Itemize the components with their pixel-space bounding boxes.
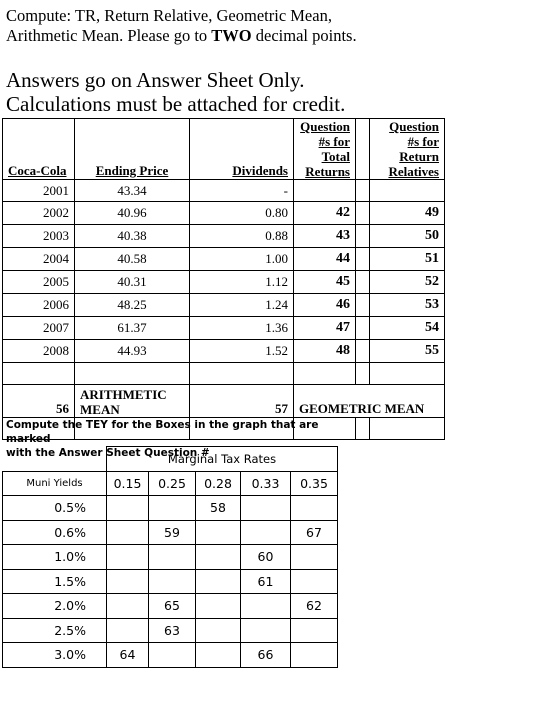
tey-cell: 66 bbox=[241, 643, 291, 668]
blank-cell bbox=[3, 363, 75, 385]
header-question-return-relatives bbox=[370, 119, 445, 180]
blank-cell bbox=[3, 447, 107, 472]
answer-notes bbox=[6, 68, 345, 116]
dividend-cell: 1.52 bbox=[190, 340, 294, 363]
year-cell: 2007 bbox=[3, 317, 75, 340]
header-ending-price: Ending Price bbox=[75, 119, 190, 180]
rr-question-cell: 51 bbox=[370, 248, 445, 271]
rr-question-cell bbox=[370, 180, 445, 202]
spacer-cell bbox=[356, 202, 370, 225]
tey-cell: 65 bbox=[149, 594, 196, 619]
rate-header: 0.15 bbox=[107, 471, 149, 496]
tey-cell bbox=[291, 618, 338, 643]
header-question-total-returns bbox=[294, 119, 356, 180]
tey-cell bbox=[107, 569, 149, 594]
hdr-rr-3: Return bbox=[399, 149, 439, 164]
rate-header: 0.25 bbox=[149, 471, 196, 496]
year-cell: 2006 bbox=[3, 294, 75, 317]
tey-row bbox=[3, 618, 338, 643]
tey-title-line-1: Compute the TEY for the Boxes in the graph that are marked bbox=[6, 419, 319, 445]
dividend-cell: 1.00 bbox=[190, 248, 294, 271]
am-label-line-2: MEAN bbox=[80, 402, 120, 417]
tr-question-cell: 45 bbox=[294, 271, 356, 294]
tey-cell bbox=[241, 594, 291, 619]
header-dividends: Dividends bbox=[190, 119, 294, 180]
dividend-cell: 1.36 bbox=[190, 317, 294, 340]
year-cell: 2002 bbox=[3, 202, 75, 225]
tey-cell bbox=[291, 496, 338, 521]
price-cell: 44.93 bbox=[75, 340, 190, 363]
tey-cell: 67 bbox=[291, 520, 338, 545]
header-company: Coca-Cola bbox=[3, 119, 75, 180]
tr-question-cell: 43 bbox=[294, 225, 356, 248]
instructions-text-end: decimal points. bbox=[251, 26, 357, 45]
table-row bbox=[3, 225, 445, 248]
year-cell: 2004 bbox=[3, 248, 75, 271]
price-cell: 40.96 bbox=[75, 202, 190, 225]
tey-cell: 62 bbox=[291, 594, 338, 619]
rr-question-cell: 55 bbox=[370, 340, 445, 363]
price-cell: 40.58 bbox=[75, 248, 190, 271]
blank-cell bbox=[294, 363, 356, 385]
tey-cell bbox=[241, 618, 291, 643]
table-row bbox=[3, 271, 445, 294]
year-cell: 2001 bbox=[3, 180, 75, 202]
tey-cell bbox=[107, 520, 149, 545]
tey-header-row bbox=[3, 447, 338, 472]
tey-cell bbox=[291, 643, 338, 668]
rr-question-cell: 52 bbox=[370, 271, 445, 294]
hdr-tr-1: Question bbox=[300, 119, 350, 134]
tey-row bbox=[3, 496, 338, 521]
tr-question-cell: 47 bbox=[294, 317, 356, 340]
tey-cell: 64 bbox=[107, 643, 149, 668]
spacer-cell bbox=[356, 225, 370, 248]
tey-cell bbox=[196, 643, 241, 668]
yield-cell: 1.0% bbox=[3, 545, 107, 570]
yield-cell: 2.0% bbox=[3, 594, 107, 619]
note-line-1: Answers go on Answer Sheet Only. bbox=[6, 68, 305, 92]
instructions-line-1: Compute: TR, Return Relative, Geometric Mean, bbox=[6, 6, 332, 25]
tey-row bbox=[3, 520, 338, 545]
spacer-cell bbox=[356, 180, 370, 202]
blank-cell bbox=[190, 363, 294, 385]
table-row bbox=[3, 340, 445, 363]
dividend-cell: 1.12 bbox=[190, 271, 294, 294]
tey-cell bbox=[149, 643, 196, 668]
yield-cell: 3.0% bbox=[3, 643, 107, 668]
hdr-rr-2: #s for bbox=[407, 134, 439, 149]
dividend-cell: - bbox=[190, 180, 294, 202]
tey-cell bbox=[107, 496, 149, 521]
tr-question-cell: 48 bbox=[294, 340, 356, 363]
rr-question-cell: 50 bbox=[370, 225, 445, 248]
table-row bbox=[3, 317, 445, 340]
instructions-line-2 bbox=[6, 26, 357, 46]
rr-question-cell: 53 bbox=[370, 294, 445, 317]
tr-question-cell: 42 bbox=[294, 202, 356, 225]
tey-cell bbox=[196, 520, 241, 545]
tey-rates-row bbox=[3, 471, 338, 496]
tey-row bbox=[3, 545, 338, 570]
tey-cell bbox=[196, 618, 241, 643]
price-cell: 48.25 bbox=[75, 294, 190, 317]
price-cell: 43.34 bbox=[75, 180, 190, 202]
dividend-cell: 0.88 bbox=[190, 225, 294, 248]
coca-cola-table bbox=[2, 118, 445, 440]
tey-row bbox=[3, 594, 338, 619]
blank-cell bbox=[356, 418, 370, 440]
tey-cell: 60 bbox=[241, 545, 291, 570]
year-cell: 2005 bbox=[3, 271, 75, 294]
spacer-cell bbox=[356, 119, 370, 180]
tey-cell bbox=[241, 496, 291, 521]
blank-cell bbox=[75, 363, 190, 385]
marginal-tax-rates-header: Marginal Tax Rates bbox=[107, 447, 338, 472]
yield-cell: 0.6% bbox=[3, 520, 107, 545]
muni-yields-label: Muni Yields bbox=[3, 471, 107, 496]
yield-cell: 1.5% bbox=[3, 569, 107, 594]
hdr-tr-4: Returns bbox=[305, 164, 350, 179]
rr-question-cell: 54 bbox=[370, 317, 445, 340]
blank-row bbox=[3, 363, 445, 385]
tey-cell bbox=[107, 594, 149, 619]
tr-question-cell bbox=[294, 180, 356, 202]
spacer-cell bbox=[356, 340, 370, 363]
dividend-cell: 1.24 bbox=[190, 294, 294, 317]
price-cell: 61.37 bbox=[75, 317, 190, 340]
hdr-tr-2: #s for bbox=[318, 134, 350, 149]
tey-cell bbox=[149, 569, 196, 594]
rr-question-cell: 49 bbox=[370, 202, 445, 225]
tey-cell bbox=[196, 594, 241, 619]
arithmetic-mean-label bbox=[75, 385, 190, 418]
tey-title-line-2: with the Answer Sheet Question # bbox=[6, 447, 210, 459]
price-cell: 40.38 bbox=[75, 225, 190, 248]
table-row bbox=[3, 180, 445, 202]
instructions-emphasis: TWO bbox=[211, 26, 252, 45]
tey-cell bbox=[107, 545, 149, 570]
spacer-cell bbox=[356, 294, 370, 317]
tr-question-cell: 44 bbox=[294, 248, 356, 271]
blank-cell bbox=[370, 418, 445, 440]
yield-cell: 2.5% bbox=[3, 618, 107, 643]
arithmetic-mean-question: 56 bbox=[3, 385, 75, 418]
spacer-cell bbox=[356, 271, 370, 294]
tey-cell: 61 bbox=[241, 569, 291, 594]
summary-row bbox=[3, 385, 445, 418]
table-row bbox=[3, 294, 445, 317]
year-cell: 2008 bbox=[3, 340, 75, 363]
note-line-2: Calculations must be attached for credit. bbox=[6, 92, 346, 116]
instructions bbox=[6, 6, 357, 46]
spacer-cell bbox=[356, 317, 370, 340]
rate-header: 0.28 bbox=[196, 471, 241, 496]
year-cell: 2003 bbox=[3, 225, 75, 248]
hdr-tr-3: Total bbox=[321, 149, 350, 164]
hdr-rr-1: Question bbox=[389, 119, 439, 134]
geometric-mean-question: 57 bbox=[190, 385, 294, 418]
tey-cell bbox=[291, 569, 338, 594]
tey-cell bbox=[241, 520, 291, 545]
tey-cell bbox=[196, 569, 241, 594]
tey-row bbox=[3, 643, 338, 668]
spacer-cell bbox=[356, 248, 370, 271]
tey-cell: 63 bbox=[149, 618, 196, 643]
tey-grid bbox=[2, 446, 338, 668]
instructions-text: Arithmetic Mean. Please go to bbox=[6, 26, 212, 45]
table-header-row bbox=[3, 119, 445, 180]
yield-cell: 0.5% bbox=[3, 496, 107, 521]
tey-cell: 59 bbox=[149, 520, 196, 545]
tey-cell: 58 bbox=[196, 496, 241, 521]
tey-row bbox=[3, 569, 338, 594]
tey-cell bbox=[149, 496, 196, 521]
hdr-rr-4: Relatives bbox=[388, 164, 439, 179]
tey-cell bbox=[291, 545, 338, 570]
tey-cell bbox=[149, 545, 196, 570]
table-row bbox=[3, 202, 445, 225]
rate-header: 0.33 bbox=[241, 471, 291, 496]
dividend-cell: 0.80 bbox=[190, 202, 294, 225]
tey-cell bbox=[107, 618, 149, 643]
rate-header: 0.35 bbox=[291, 471, 338, 496]
table-row bbox=[3, 248, 445, 271]
tey-cell bbox=[196, 545, 241, 570]
am-label-line-1: ARITHMETIC bbox=[80, 387, 167, 402]
geometric-mean-label: GEOMETRIC MEAN bbox=[294, 385, 445, 418]
blank-cell bbox=[356, 363, 370, 385]
price-cell: 40.31 bbox=[75, 271, 190, 294]
blank-cell bbox=[370, 363, 445, 385]
tr-question-cell: 46 bbox=[294, 294, 356, 317]
